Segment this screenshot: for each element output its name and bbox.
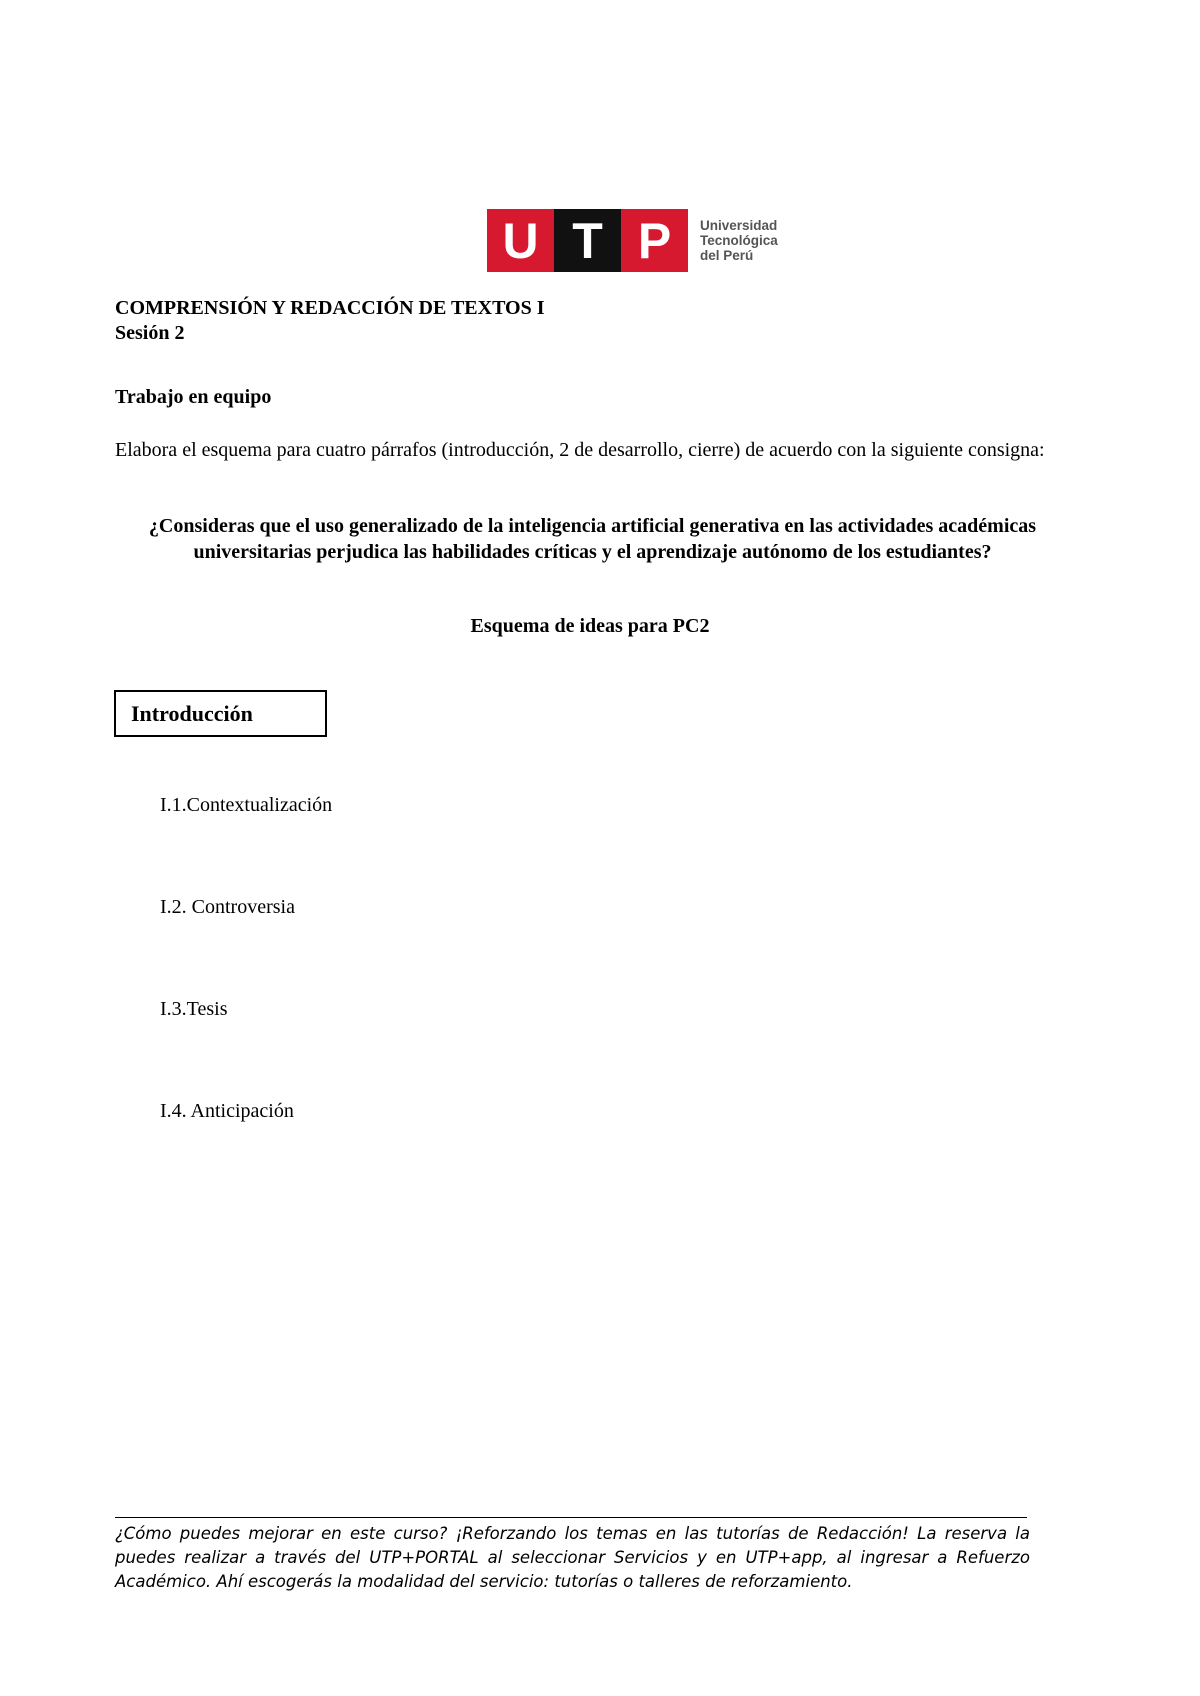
scheme-title: Esquema de ideas para PC2 <box>470 615 710 637</box>
outline-item-controversia: I.2. Controversia <box>160 896 295 918</box>
logo-text-line: Universidad <box>700 218 778 233</box>
instruction-paragraph: Elabora el esquema para cuatro párrafos (introducción, 2 de desarrollo, cierre) de acuerdo con la siguiente consigna: <box>115 439 1045 461</box>
outline-item-anticipacion: I.4. Anticipación <box>160 1100 294 1122</box>
outline-item-contextualizacion: I.1.Contextualización <box>160 794 333 816</box>
utp-logo <box>487 209 778 272</box>
footer-note: ¿Cómo puedes mejorar en este curso? ¡Reforzando los temas en las tutorías de Redacción! La reserva la puedes realizar a través del UTP+PORTAL al seleccionar Servicios y en UTP+app, al ingresar a Refuerzo Académico. Ahí escogerás la modalidad del servicio: tutorías o talleres de reforzamiento. <box>115 1524 1030 1591</box>
logo-letter-u: U <box>487 209 554 272</box>
footer-divider <box>115 1517 1027 1518</box>
guiding-question: ¿Consideras que el uso generalizado de la inteligencia artificial generativa en las actividades académicas universitarias perjudica las habilidades críticas y el aprendizaje autónomo de los estudiantes? <box>148 515 1037 563</box>
outline-item-tesis: I.3.Tesis <box>160 998 228 1020</box>
logo-letter-p: P <box>621 209 688 272</box>
introduction-box <box>114 690 327 737</box>
session-label: Sesión 2 <box>115 322 185 344</box>
course-title: COMPRENSIÓN Y REDACCIÓN DE TEXTOS I <box>115 297 545 319</box>
introduction-label: Introducción <box>131 700 253 726</box>
activity-title: Trabajo en equipo <box>115 386 272 408</box>
logo-letter-t: T <box>554 209 621 272</box>
logo-text-line: del Perú <box>700 248 754 263</box>
logo-text-line: Tecnológica <box>700 233 778 248</box>
logo-wordmark <box>700 218 778 263</box>
